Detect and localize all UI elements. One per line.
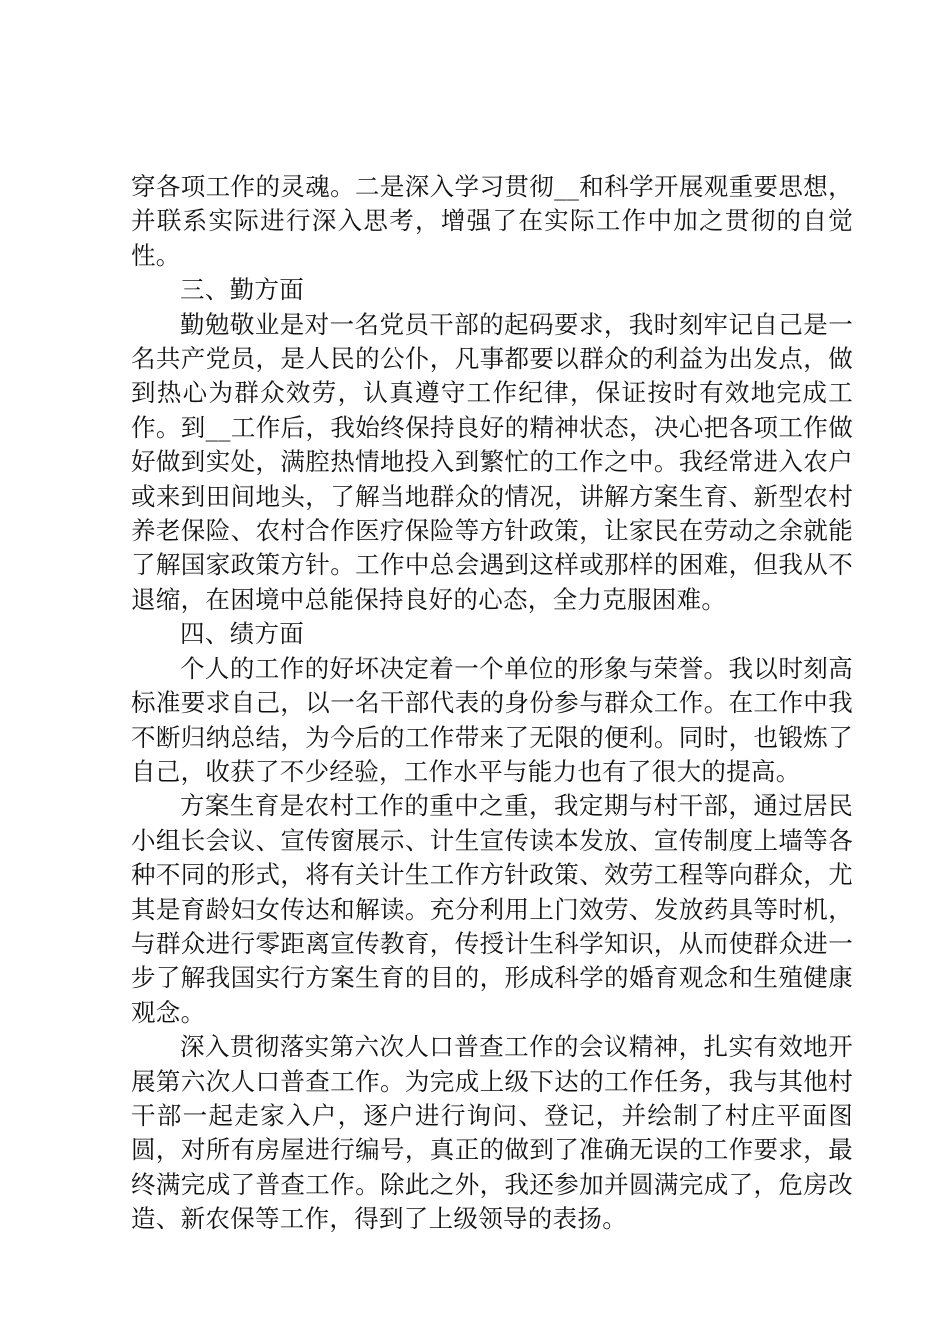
text-line: 样或那样的困难，但我从不退缩，在困境中总能保持良好的心 [131, 550, 853, 614]
text-line: 也锻炼了自己，收获了不少经验，工作水平与能力也有了很大 [131, 722, 853, 786]
text-line: 方案生育、新型农村养老保险、农村合作医疗保险等方针政策， [131, 481, 853, 546]
text-line: 放药具等时机，与群众进行零距离宣传教育，传授计生科学知 [131, 894, 853, 958]
text-line: 满完成了，危房改造、新农保等工作，得到了上级领导的表扬。 [131, 1169, 853, 1234]
document-body [131, 170, 853, 1237]
body-paragraph [131, 170, 853, 273]
text-line: 的自觉性。 [131, 206, 853, 270]
text-line: 识，从而使群众进一步了解我国实行方案生育的目的，形成科 [131, 928, 853, 993]
section-heading [131, 617, 853, 651]
text-line: 作中我不断归纳总结，为今后的工作带来了无限的便利。同时， [131, 688, 854, 752]
text-line: 学的婚育观念和生殖健康观念。 [131, 963, 853, 1027]
section-heading [131, 273, 853, 307]
text-line: 开展第六次人口普查工作。为完成上级下达的工作任务，我与 [131, 1032, 853, 1096]
text-line: 让家民在劳动之余就能了解国家政策方针。工作中总会遇到这 [131, 516, 854, 580]
text-line: 其他村干部一起走家入户，逐户进行询问、登记，并绘制了村 [131, 1066, 854, 1130]
text-line: 方案生育是农村工作的重中之重，我定期与村干部，通过居 [180, 791, 829, 821]
text-line: 向群众，尤其是育龄妇女传达和解读。充分利用上门效劳、发 [131, 860, 854, 924]
text-line: 勤勉敬业是对一名党员干部的起码要求，我时刻牢记自己是 [180, 309, 829, 339]
body-paragraph [131, 789, 853, 1030]
text-line: 一名共产党员，是人民的公仆，凡事都要以群众的利益为出发 [131, 309, 853, 374]
text-line: 的提高。 [701, 756, 801, 786]
text-line: 深入贯彻落实第六次人口普查工作的会议精神，扎实有效地 [180, 1032, 829, 1062]
text-line: 把各项工作做好做到实处，满腔热情地投入到繁忙的工作之中。 [131, 412, 853, 477]
text-line: 点，做到热心为群众效劳，认真遵守工作纪律，保证按时有效 [131, 344, 854, 408]
text-line: 地完成工作。到__工作后，我始终保持良好的精神状态，决心 [131, 378, 853, 442]
text-line: 民小组长会议、宣传窗展示、计生宣传读本发放、宣传制度上 [131, 791, 853, 855]
text-line: 四、绩方面 [180, 619, 304, 649]
text-line: 三、勤方面 [180, 275, 304, 305]
text-line: 墙等各种不同的形式，将有关计生工作方针政策、效劳工程等 [131, 825, 854, 890]
text-line: 穿各项工作的灵魂。二是深入学习贯彻__和科学开展观重要思 [131, 172, 804, 201]
text-line: 高标准要求自己，以一名干部代表的身份参与群众工作。在工 [131, 653, 853, 718]
text-line: 想，并联系实际进行深入思考，增强了在实际工作中加之贯彻 [131, 172, 853, 236]
text-line: 庄平面图圆，对所有房屋进行编号，真正的做到了准确无误的 [131, 1100, 853, 1165]
body-paragraph [131, 652, 853, 790]
body-paragraph [131, 1030, 853, 1236]
text-line: 态，全力克服困难。 [503, 584, 727, 614]
body-paragraph [131, 308, 853, 618]
text-line: 工作要求，最终满完成了普查工作。除此之外，我还参加并圆 [131, 1135, 853, 1199]
text-line: 个人的工作的好坏决定着一个单位的形象与荣誉。我以时刻 [180, 653, 829, 683]
text-line: 我经常进入农户或来到田间地头，了解当地群众的情况，讲解 [131, 447, 853, 511]
